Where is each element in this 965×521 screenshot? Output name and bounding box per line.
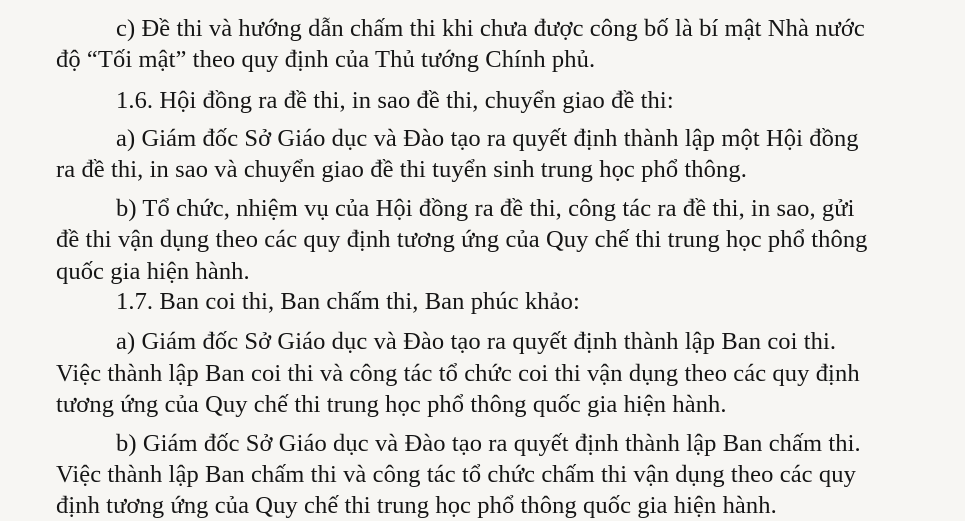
section-1-6-a-line-1: a) Giám đốc Sở Giáo dục và Đào tạo ra quyết định thành lập một Hội đồng: [116, 125, 859, 152]
section-1-7-a-line-2: Việc thành lập Ban coi thi và công tác tổ chức coi thi vận dụng theo các quy định: [56, 360, 860, 387]
section-1-6-heading: 1.6. Hội đồng ra đề thi, in sao đề thi, chuyển giao đề thi:: [116, 87, 674, 114]
paragraph-c-line-1: c) Đề thi và hướng dẫn chấm thi khi chưa được công bố là bí mật Nhà nước: [116, 15, 865, 42]
section-1-7-b-line-1: b) Giám đốc Sở Giáo dục và Đào tạo ra quyết định thành lập Ban chấm thi.: [116, 430, 861, 457]
clipped-previous-line: [60, 0, 66, 8]
section-1-7-heading: 1.7. Ban coi thi, Ban chấm thi, Ban phúc khảo:: [116, 288, 580, 315]
section-1-7-b-line-3: định tương ứng của Quy chế thi trung học phổ thông quốc gia hiện hành.: [56, 492, 777, 519]
section-1-6-a-line-2: ra đề thi, in sao và chuyển giao đề thi tuyển sinh trung học phổ thông.: [56, 156, 747, 183]
section-1-6-b-line-2: đề thi vận dụng theo các quy định tương ứng của Quy chế thi trung học phổ thông: [56, 226, 868, 253]
section-1-7-a-line-1: a) Giám đốc Sở Giáo dục và Đào tạo ra quyết định thành lập Ban coi thi.: [116, 328, 837, 355]
section-1-6-b-line-3: quốc gia hiện hành.: [56, 258, 250, 285]
section-1-7-b-line-2: Việc thành lập Ban chấm thi và công tác tổ chức chấm thi vận dụng theo các quy: [56, 461, 856, 488]
paragraph-c-line-2: độ “Tối mật” theo quy định của Thủ tướng Chính phủ.: [56, 46, 596, 73]
section-1-6-b-line-1: b) Tổ chức, nhiệm vụ của Hội đồng ra đề thi, công tác ra đề thi, in sao, gửi: [116, 195, 855, 222]
section-1-7-a-line-3: tương ứng của Quy chế thi trung học phổ thông quốc gia hiện hành.: [56, 391, 727, 418]
